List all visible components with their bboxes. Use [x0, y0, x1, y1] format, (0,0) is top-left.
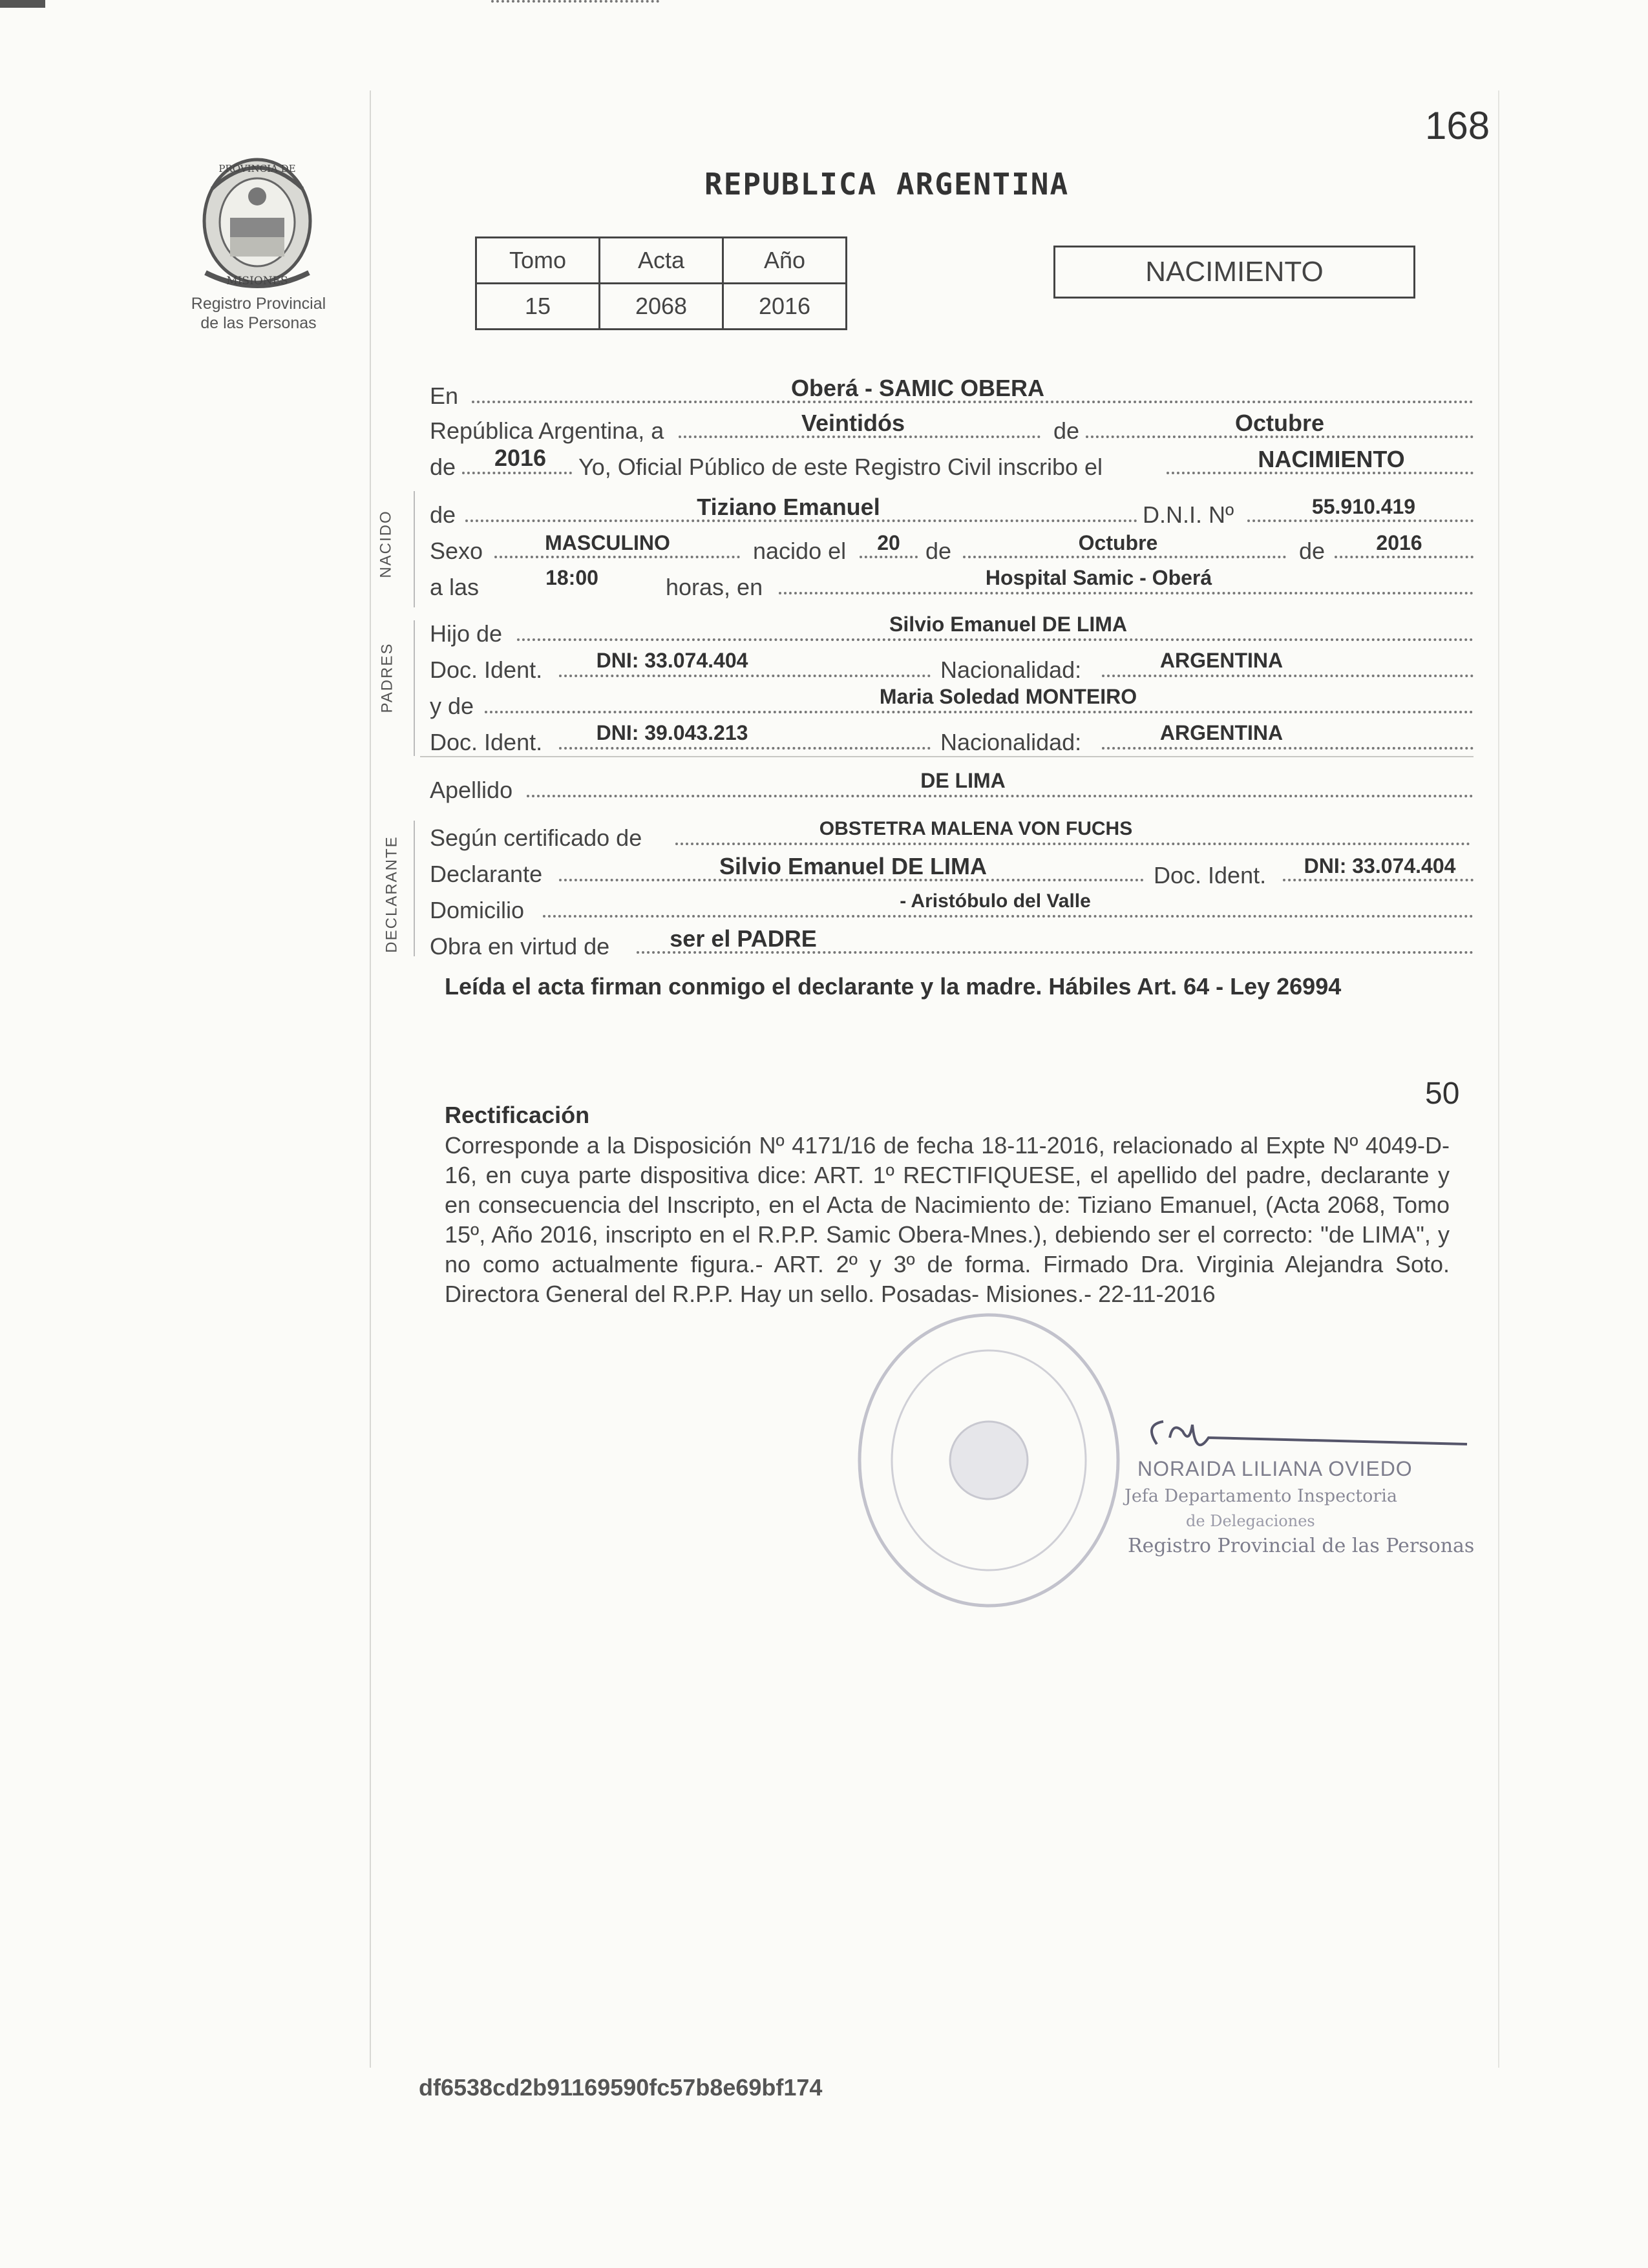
dots-madre-nac	[1102, 747, 1474, 750]
page-number: 168	[1425, 104, 1490, 147]
section-label-padres: PADRES	[378, 642, 396, 713]
record-table-header-row	[476, 238, 847, 284]
section-separator	[420, 756, 1474, 757]
note-number: 50	[1425, 1076, 1460, 1111]
value-dia-inscripcion: Veintidós	[801, 410, 905, 436]
dots-domicilio	[543, 915, 1474, 918]
label-y-de: y de	[430, 693, 474, 719]
section-divider-padres	[414, 620, 415, 756]
dots-padre-nac	[1102, 675, 1474, 677]
value-padre-nac: ARGENTINA	[1159, 649, 1284, 672]
value-dia-nac: 20	[877, 531, 900, 554]
dots-sexo	[494, 556, 740, 558]
country-title: REPUBLICA ARGENTINA	[704, 167, 1070, 202]
label-horas-en: horas, en	[666, 574, 763, 600]
label-nacionalidad: Nacionalidad:	[940, 656, 1082, 683]
value-declarante: Silvio Emanuel DE LIMA	[719, 853, 988, 879]
section-divider-declarante	[414, 821, 415, 956]
label-de-nombre: de	[430, 501, 456, 528]
label-doc-ident: Doc. Ident.	[430, 656, 543, 683]
dots-certificado	[675, 843, 1470, 845]
dots-anio-inscripcion	[462, 472, 572, 474]
label-obra-en-virtud: Obra en virtud de	[430, 933, 610, 960]
value-hora: 18:00	[545, 566, 598, 589]
label-republica-a: República Argentina, a	[430, 417, 664, 444]
record-table-value-row	[476, 284, 847, 330]
signer-organization: Registro Provincial de las Personas	[1128, 1535, 1475, 1557]
value-sexo: MASCULINO	[545, 531, 670, 554]
dots-anio-nac	[1335, 556, 1474, 558]
value-padre: Silvio Emanuel DE LIMA	[889, 613, 1128, 636]
record-table-value-tomo: 15	[476, 284, 600, 330]
rectificacion-text: Corresponde a la Disposición Nº 4171/16 de fecha 18-11-2016, relacionado al Expte Nº 4049-D-16, en cuya parte dispositiva dice: ART. 1º RECTIFIQUESE, el apellido del padre, declarante y en consecuencia del Inscripto, en el Acta de Nacimiento de: Tiziano Emanuel, (Acta 2068, Tomo 15º, Año 2016, inscripto en el R.P.P. Samic Obera-Mnes.), debiendo ser el correcto: "de LIMA", y no como actualmente figura.- ART. 2º y 3º de forma. Firmado Dra. Virginia Alejandra Soto. Directora General del R.P.P. Hay un sello. Posadas- Misiones.- 22-11-2016	[445, 1132, 1450, 1307]
value-lugar-nac: Hospital Samic - Oberá	[985, 566, 1212, 589]
dots-lugar-nac	[779, 592, 1474, 594]
label-de-anio2: de	[1299, 538, 1326, 564]
dots-declarante-doc	[1283, 879, 1474, 881]
closing-text: Leída el acta firman conmigo el declarante y la madre. Hábiles Art. 64 - Ley 26994	[445, 973, 1342, 1000]
value-lugar: Oberá - SAMIC OBERA	[790, 375, 1045, 401]
signer-name: NORAIDA LILIANA OVIEDO	[1137, 1457, 1413, 1480]
record-table-header-anio: Año	[723, 238, 847, 284]
label-doc-ident2: Doc. Ident.	[430, 729, 543, 755]
dots-apellido	[527, 795, 1474, 797]
label-segun-certificado: Según certificado de	[430, 824, 642, 851]
provincial-crest-logo	[193, 150, 322, 292]
value-obra-en-virtud: ser el PADRE	[670, 925, 817, 952]
label-hijo-de: Hijo de	[430, 620, 503, 647]
label-domicilio: Domicilio	[430, 897, 525, 923]
official-seal-stamp	[853, 1305, 1125, 1615]
label-de-anio: de	[430, 454, 456, 480]
value-tipo: NACIMIENTO	[1258, 446, 1405, 472]
value-mes-nac: Octubre	[1078, 531, 1158, 554]
record-table-value-anio: 2016	[723, 284, 847, 330]
label-nacido-el: nacido el	[753, 538, 847, 564]
label-sexo: Sexo	[430, 538, 483, 564]
record-table-value-acta: 2068	[600, 284, 723, 330]
corner-mark	[0, 0, 45, 8]
dots-padre	[517, 638, 1474, 641]
label-declarante: Declarante	[430, 861, 543, 887]
section-divider-nacido	[414, 491, 415, 607]
value-apellido: DE LIMA	[920, 769, 1006, 792]
section-label-nacido: NACIDO	[377, 510, 395, 578]
right-margin-line	[1498, 90, 1499, 2068]
signer-subtitle: de Delegaciones	[1186, 1512, 1315, 1530]
dots-hora	[491, 0, 659, 3]
value-mes-inscripcion: Octubre	[1234, 410, 1325, 436]
value-declarante-doc: DNI: 33.074.404	[1304, 854, 1456, 877]
label-a-las: a las	[430, 574, 480, 600]
registry-label-line2: de las Personas	[200, 314, 317, 332]
label-dni: D.N.I. Nº	[1143, 501, 1234, 528]
label-de-mes: de	[1053, 417, 1080, 444]
label-doc-ident3: Doc. Ident.	[1154, 862, 1267, 888]
dots-mes-nac	[963, 556, 1286, 558]
left-margin-line	[370, 90, 371, 2068]
value-madre-nac: ARGENTINA	[1159, 721, 1284, 744]
value-madre-doc: DNI: 39.043.213	[596, 721, 748, 744]
value-padre-doc: DNI: 33.074.404	[596, 649, 748, 672]
value-certificado: OBSTETRA MALENA VON FUCHS	[819, 818, 1133, 839]
label-apellido: Apellido	[430, 777, 513, 803]
label-en: En	[430, 383, 459, 409]
dots-dia-nac	[860, 556, 918, 558]
value-domicilio: - Aristóbulo del Valle	[900, 890, 1091, 912]
value-nombre: Tiziano Emanuel	[697, 494, 880, 520]
record-table-header-tomo: Tomo	[476, 238, 600, 284]
crest-text-bottom: MISIONES	[226, 275, 288, 288]
label-oficial-text: Yo, Oficial Público de este Registro Civil inscribo el	[578, 454, 1103, 480]
registry-label	[162, 294, 355, 333]
rectificacion-title: Rectificación	[445, 1102, 590, 1128]
value-anio-inscripcion: 2016	[494, 445, 547, 471]
signer-title: Jefa Departamento Inspectoria	[1125, 1486, 1398, 1506]
value-dni: 55.910.419	[1311, 495, 1416, 518]
document-hash: df6538cd2b91169590fc57b8e69bf174	[419, 2074, 823, 2101]
dots-madre-doc	[559, 747, 931, 750]
record-table-header-acta: Acta	[600, 238, 723, 284]
registry-label-line1: Registro Provincial	[191, 295, 326, 313]
dots-madre	[485, 711, 1474, 713]
label-nacionalidad2: Nacionalidad:	[940, 729, 1082, 755]
section-label-declarante: DECLARANTE	[383, 835, 401, 953]
dots-dni	[1247, 520, 1474, 522]
value-anio-nac: 2016	[1376, 531, 1422, 554]
record-type-box: NACIMIENTO	[1053, 246, 1415, 299]
value-madre: Maria Soledad MONTEIRO	[879, 685, 1137, 708]
label-de-mes2: de	[925, 538, 952, 564]
record-table	[475, 236, 847, 330]
dots-padre-doc	[559, 675, 931, 677]
crest-text-top: PROVINCIA DE	[218, 163, 296, 174]
